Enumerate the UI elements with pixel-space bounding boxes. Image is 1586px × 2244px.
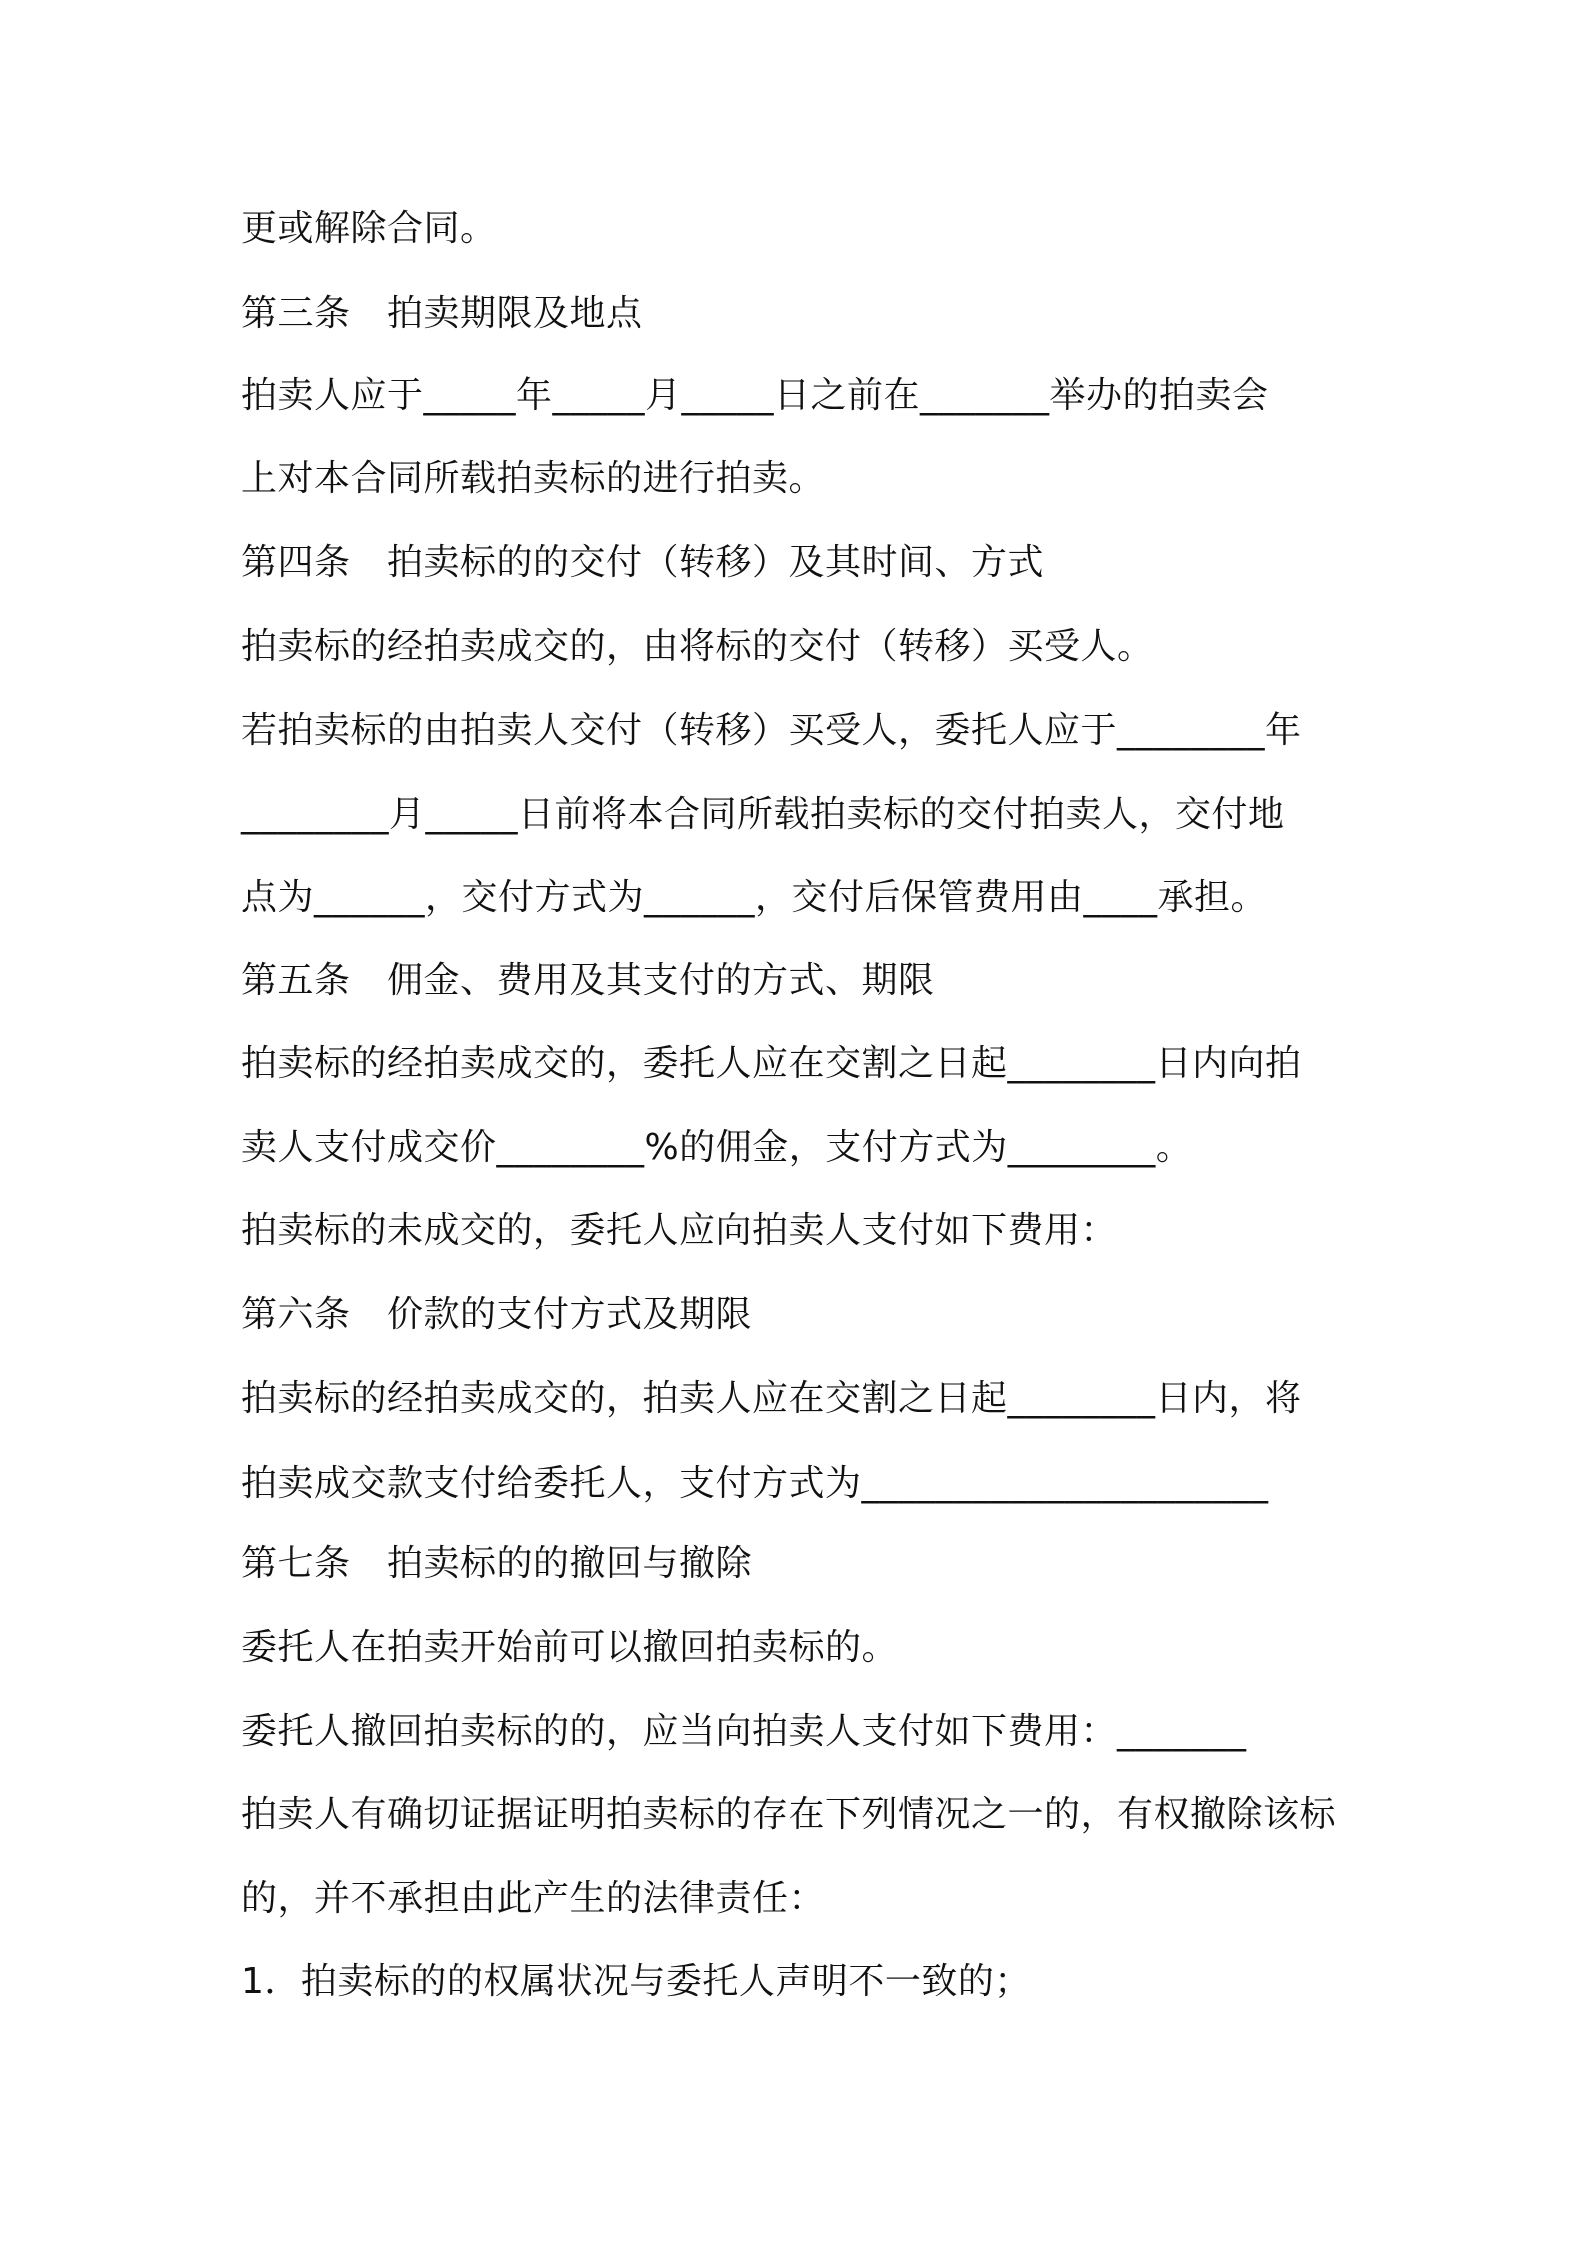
text-line: 上对本合同所载拍卖标的进行拍卖。 xyxy=(241,458,826,499)
text-line: 委托人在拍卖开始前可以撤回拍卖标的。 xyxy=(241,1627,899,1668)
article-3-heading: 第三条 拍卖期限及地点 xyxy=(241,293,643,334)
text-line: 拍卖成交款支付给委托人，支付方式为______________________ xyxy=(241,1463,1269,1504)
text-line: 拍卖标的经拍卖成交的，委托人应在交割之日起________日内向拍 xyxy=(241,1043,1302,1084)
text-line-continuation: 更或解除合同。 xyxy=(241,208,497,249)
text-line: 若拍卖标的由拍卖人交付（转移）买受人，委托人应于________年 xyxy=(241,710,1302,751)
article-4-heading: 第四条 拍卖标的的交付（转移）及其时间、方式 xyxy=(241,542,1045,583)
article-6-heading: 第六条 价款的支付方式及期限 xyxy=(241,1294,753,1335)
article-5-heading: 第五条 佣金、费用及其支付的方式、期限 xyxy=(241,960,935,1001)
text-line: 委托人撤回拍卖标的的，应当向拍卖人支付如下费用：_______ xyxy=(241,1711,1247,1752)
text-line: 拍卖标的经拍卖成交的，拍卖人应在交割之日起________日内，将 xyxy=(241,1378,1302,1419)
text-line: 的，并不承担由此产生的法律责任： xyxy=(241,1878,826,1919)
text-line: 拍卖人有确切证据证明拍卖标的存在下列情况之一的，有权撤除该标 xyxy=(241,1794,1337,1835)
text-line: 卖人支付成交价________%的佣金，支付方式为________。 xyxy=(241,1127,1193,1168)
text-line: 拍卖标的经拍卖成交的，由将标的交付（转移）买受人。 xyxy=(241,626,1154,667)
text-line: 拍卖标的未成交的，委托人应向拍卖人支付如下费用： xyxy=(241,1210,1118,1251)
article-7-heading: 第七条 拍卖标的的撤回与撤除 xyxy=(241,1543,753,1584)
list-item-1: 1．拍卖标的的权属状况与委托人声明不一致的； xyxy=(241,1961,1031,2002)
text-line: 拍卖人应于_____年_____月_____日之前在_______举办的拍卖会 xyxy=(241,375,1269,416)
text-line: ________月_____日前将本合同所载拍卖标的交付拍卖人，交付地 xyxy=(241,794,1285,835)
text-line: 点为______，交付方式为______，交付后保管费用由____承担。 xyxy=(241,877,1268,918)
